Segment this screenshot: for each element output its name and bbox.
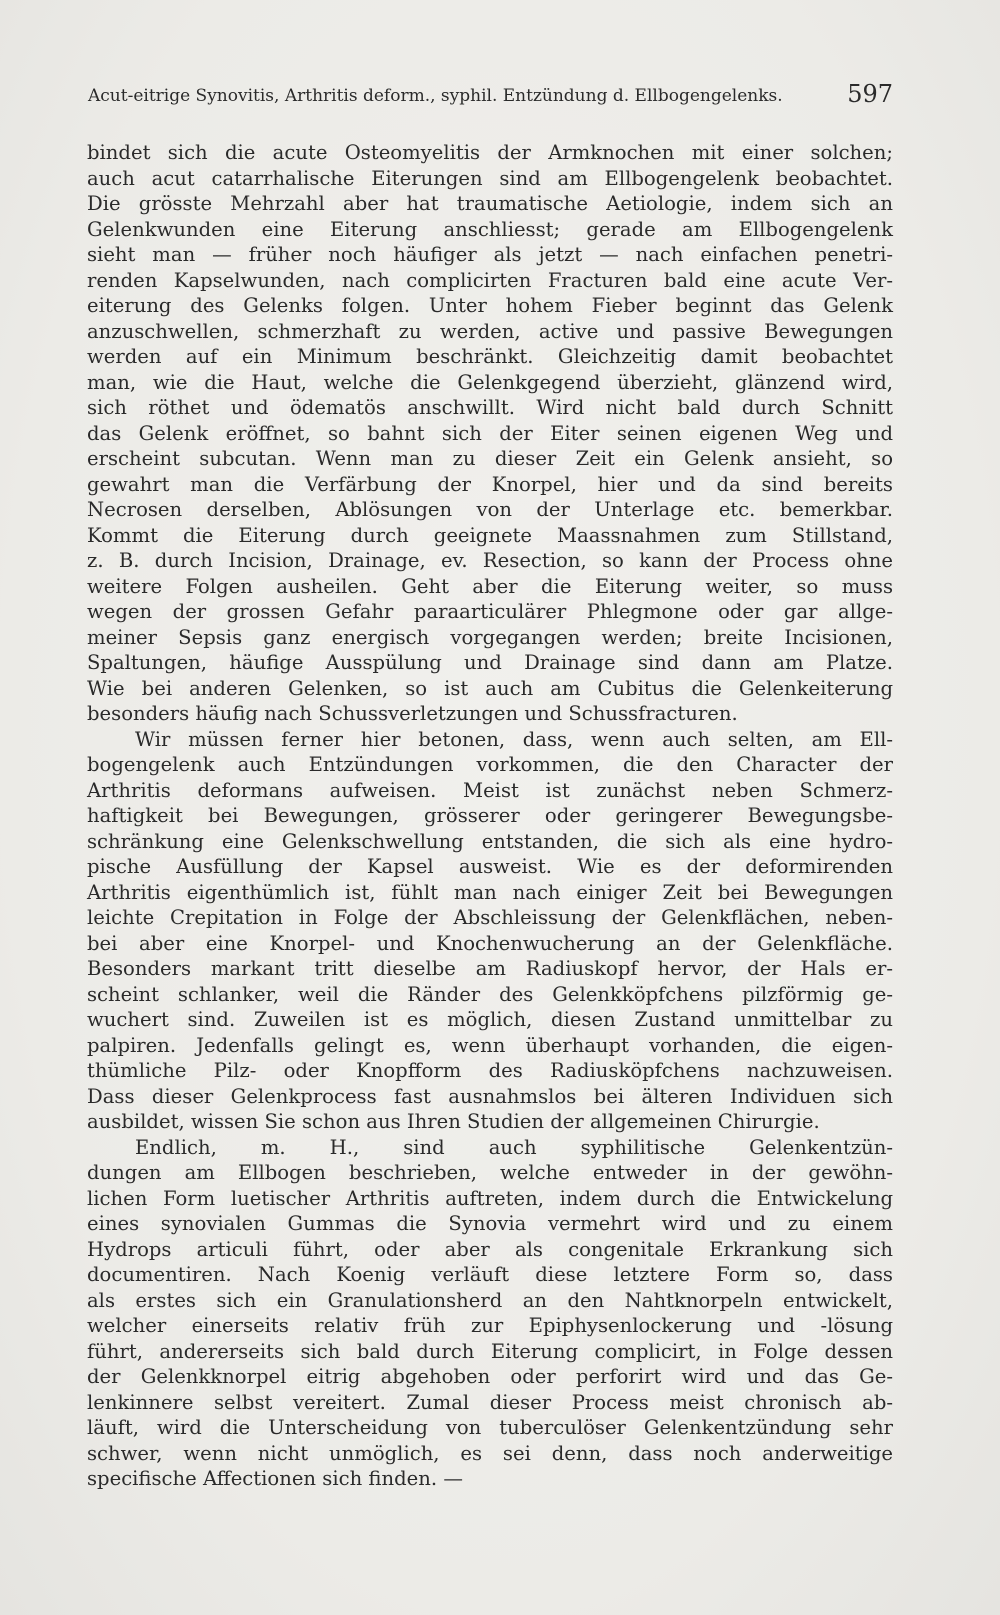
text-line: Arthritis eigenthümlich ist, fühlt man nach einiger Zeit bei Bewegungen (87, 880, 893, 904)
paragraph-end-line: besonders häufig nach Schussverletzungen und Schussfracturen. (87, 702, 738, 725)
paragraph-start-line: Endlich, m. H., sind auch syphilitische Gelenkentzün- (135, 1135, 893, 1159)
text-line: z. B. durch Incision, Drainage, ev. Resection, so kann der Process ohne (87, 549, 893, 572)
text-line: anzuschwellen, schmerzhaft zu werden, active und passive Bewegungen (87, 319, 893, 343)
text-line: schränkung eine Gelenkschwellung entstanden, die sich als eine hydro- (87, 829, 893, 853)
text-line: erscheint subcutan. Wenn man zu dieser Zeit ein Gelenk ansieht, so (87, 447, 893, 470)
text-line: Besonders markant tritt dieselbe am Radiuskopf hervor, der Hals er- (87, 957, 893, 980)
paragraph-end-line: specifische Affectionen sich finden. — (87, 1467, 463, 1490)
text-line: Gelenkwunden eine Eiterung anschliesst; gerade am Ellbogengelenk (87, 217, 893, 241)
text-line: Die grösste Mehrzahl aber hat traumatische Aetiologie, indem sich an (87, 192, 893, 215)
text-line: gewahrt man die Verfärbung der Knorpel, hier und da sind bereits (87, 472, 893, 496)
text-line: Necrosen derselben, Ablösungen von der Unterlage etc. bemerkbar. (87, 498, 893, 521)
text-line: das Gelenk eröffnet, so bahnt sich der Eiter seinen eigenen Weg und (87, 421, 893, 445)
text-line: weitere Folgen ausheilen. Geht aber die Eiterung weiter, so muss (87, 574, 893, 598)
text-line: bindet sich die acute Osteomyelitis der Armknochen mit einer solchen; (87, 141, 893, 164)
text-line: dungen am Ellbogen beschrieben, welche entweder in der gewöhn- (87, 1161, 893, 1184)
text-line: documentiren. Nach Koenig verläuft diese letztere Form so, dass (87, 1263, 893, 1286)
text-line: Spaltungen, häufige Ausspülung und Drainage sind dann am Platze. (87, 651, 893, 674)
running-head (88, 80, 893, 110)
running-head-title: Acut-eitrige Synovitis, Arthritis deform., syphil. Entzündung d. Ellbogengelenks. (88, 86, 783, 106)
text-line: wuchert sind. Zuweilen ist es möglich, diesen Zustand unmittelbar zu (87, 1008, 893, 1031)
text-line: als erstes sich ein Granulationsherd an den Nahtknorpeln entwickelt, (87, 1288, 893, 1312)
text-line: thümliche Pilz- oder Knopfform des Radiusköpfchens nachzuweisen. (87, 1059, 893, 1082)
text-line: Kommt die Eiterung durch geeignete Maassnahmen zum Stillstand, (87, 523, 893, 547)
text-line: welcher einerseits relativ früh zur Epiphysenlockerung und -lösung (87, 1314, 893, 1337)
text-line: Hydrops articuli führt, oder aber als congenitale Erkrankung sich (87, 1237, 893, 1261)
text-line: leichte Crepitation in Folge der Abschleissung der Gelenkflächen, neben- (87, 906, 893, 929)
text-line: meiner Sepsis ganz energisch vorgegangen werden; breite Incisionen, (87, 625, 893, 649)
text-line: Wie bei anderen Gelenken, so ist auch am Cubitus die Gelenkeiterung (87, 676, 893, 700)
body-text (87, 140, 893, 1492)
text-line: eines synovialen Gummas die Synovia vermehrt wird und zu einem (87, 1212, 893, 1235)
text-line: wegen der grossen Gefahr paraarticulärer Phlegmone oder gar allge- (87, 600, 893, 623)
text-line: pische Ausfüllung der Kapsel ausweist. Wie es der deformirenden (87, 855, 893, 878)
text-line: läuft, wird die Unterscheidung von tuberculöser Gelenkentzündung sehr (87, 1416, 893, 1439)
text-line: schwer, wenn nicht unmöglich, es sei denn, dass noch anderweitige (87, 1441, 893, 1465)
text-line: scheint schlanker, weil die Ränder des Gelenkköpfchens pilzförmig ge- (87, 982, 893, 1006)
text-line: haftigkeit bei Bewegungen, grösserer oder geringerer Bewegungsbe- (87, 804, 893, 827)
text-line: sich röthet und ödematös anschwillt. Wird nicht bald durch Schnitt (87, 396, 893, 419)
text-line: auch acut catarrhalische Eiterungen sind am Ellbogengelenk beobachtet. (87, 166, 893, 190)
text-line: führt, andererseits sich bald durch Eiterung complicirt, in Folge dessen (87, 1339, 893, 1363)
text-line: sieht man — früher noch häufiger als jetzt — nach einfachen penetri- (87, 243, 893, 266)
text-line: lenkinnere selbst vereitert. Zumal dieser Process meist chronisch ab- (87, 1390, 893, 1414)
text-line: der Gelenkknorpel eitrig abgehoben oder perforirt wird und das Ge- (87, 1365, 893, 1388)
page-number: 597 (847, 80, 893, 108)
text-line: Arthritis deformans aufweisen. Meist ist zunächst neben Schmerz- (87, 778, 893, 802)
text-line: bei aber eine Knorpel- und Knochenwucherung an der Gelenkfläche. (87, 931, 893, 955)
text-line: bogengelenk auch Entzündungen vorkommen, die den Character der (87, 753, 893, 776)
text-line: palpiren. Jedenfalls gelingt es, wenn überhaupt vorhanden, die eigen- (87, 1033, 893, 1057)
text-line: Dass dieser Gelenkprocess fast ausnahmslos bei älteren Individuen sich (87, 1084, 893, 1108)
text-line: lichen Form luetischer Arthritis auftreten, indem durch die Entwickelung (87, 1186, 893, 1210)
paragraph-start-line: Wir müssen ferner hier betonen, dass, wenn auch selten, am Ell- (135, 727, 893, 751)
paragraph-end-line: ausbildet, wissen Sie schon aus Ihren Studien der allgemeinen Chirurgie. (87, 1110, 820, 1133)
text-line: eiterung des Gelenks folgen. Unter hohem Fieber beginnt das Gelenk (87, 294, 893, 317)
text-line: werden auf ein Minimum beschränkt. Gleichzeitig damit beobachtet (87, 345, 893, 368)
text-line: man, wie die Haut, welche die Gelenkgegend überzieht, glänzend wird, (87, 370, 893, 394)
text-line: renden Kapselwunden, nach complicirten Fracturen bald eine acute Ver- (87, 268, 893, 292)
